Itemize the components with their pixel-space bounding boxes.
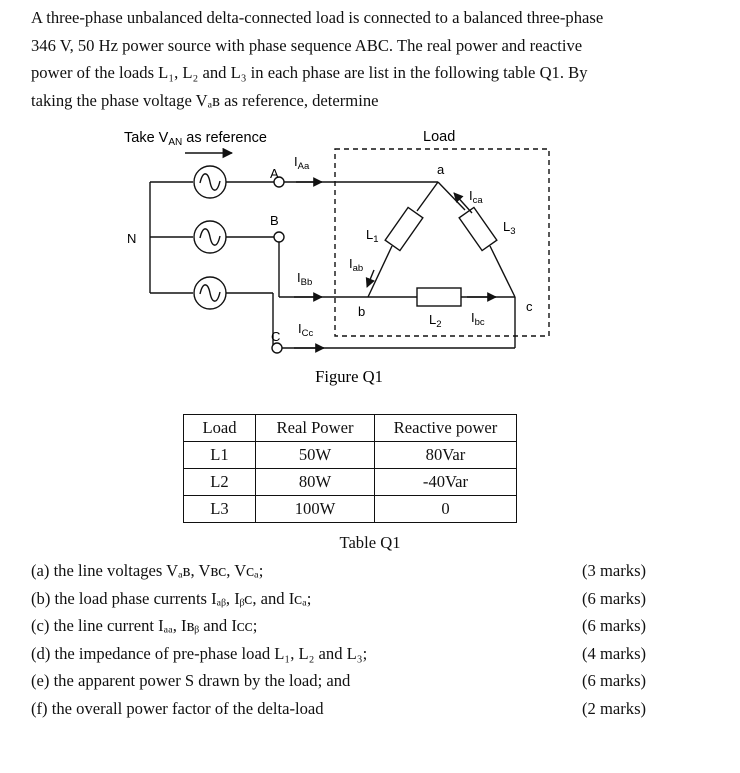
wire-l3-top xyxy=(438,182,465,210)
cell-real-power: 80W xyxy=(256,469,375,496)
marks-e: (6 marks) xyxy=(582,671,647,690)
header-load: Load xyxy=(184,415,256,442)
header-reactive-power: Reactive power xyxy=(375,415,517,442)
load-power-table xyxy=(183,414,517,523)
wire-l1-bottom xyxy=(368,246,392,297)
terminal-c xyxy=(272,343,282,353)
load-l2-resistor xyxy=(417,288,461,306)
problem-statement xyxy=(31,4,681,114)
ac-source-b xyxy=(194,221,226,253)
load-l1-resistor xyxy=(385,207,423,250)
terminal-b xyxy=(274,232,284,242)
question-c: (c) the line current Iₐₐ, Iʙᵦ and Iᴄᴄ; xyxy=(31,616,258,635)
terminal-c-label: C xyxy=(271,329,281,344)
marks-a: (3 marks) xyxy=(582,561,647,580)
header-real-power: Real Power xyxy=(256,415,375,442)
cell-real-power: 50W xyxy=(256,442,375,469)
table-row xyxy=(184,469,517,496)
problem-line-3: power of the loads L₁, L₂ and L₃ in each phase are list in the following table Q1. By xyxy=(31,63,588,82)
label-l1: $L_1$ xyxy=(366,227,379,245)
cell-load: L2 xyxy=(184,469,256,496)
cell-real-power: 100W xyxy=(256,496,375,523)
marks-d: (4 marks) xyxy=(582,644,647,663)
load-label: Load xyxy=(423,129,456,145)
cell-load: L1 xyxy=(184,442,256,469)
table-row xyxy=(184,496,517,523)
question-d: (d) the impedance of pre-phase load L₁, L₂ and L₃; xyxy=(31,644,368,663)
label-i-ca: $I_{ca}$ xyxy=(469,188,483,206)
label-i-aa: $I_{Aa}$ xyxy=(294,154,310,172)
wire-l1-top xyxy=(417,182,438,211)
label-i-cc: $I_{Cc}$ xyxy=(298,321,314,339)
question-e: (e) the apparent power S drawn by the load; and xyxy=(31,671,351,690)
cell-reactive-power: 80Var xyxy=(375,442,517,469)
wire-l3-bottom xyxy=(490,246,515,297)
arrow-i-ab xyxy=(367,270,374,287)
problem-line-1: A three-phase unbalanced delta-connected load is connected to a balanced three-phase xyxy=(31,8,604,27)
neutral-bus xyxy=(150,182,193,293)
terminal-a-label: A xyxy=(270,166,279,181)
label-i-bc: $I_{bc}$ xyxy=(471,310,485,328)
node-a-label: a xyxy=(437,162,445,177)
terminal-b-label: B xyxy=(270,213,279,228)
question-a: (a) the line voltages Vₐʙ, Vʙᴄ, Vᴄₐ; xyxy=(31,561,264,580)
label-i-bb: $I_{Bb}$ xyxy=(297,270,313,288)
question-b: (b) the load phase currents Iₐᵦ, Iᵦᴄ, and Iᴄₐ; xyxy=(31,589,312,608)
reference-note: Take $V_{AN}$ as reference xyxy=(124,130,267,148)
circuit-diagram-figure-q1 xyxy=(0,118,740,388)
label-i-ab: $I_{ab}$ xyxy=(349,256,364,274)
figure-caption: Figure Q1 xyxy=(315,367,383,386)
table-row xyxy=(184,442,517,469)
table-header-row xyxy=(184,415,517,442)
cell-reactive-power: -40Var xyxy=(375,469,517,496)
node-b-label: b xyxy=(358,304,366,319)
cell-load: L3 xyxy=(184,496,256,523)
node-c-label: c xyxy=(526,299,533,314)
table-caption: Table Q1 xyxy=(339,533,401,552)
marks-c: (6 marks) xyxy=(582,616,647,635)
ac-source-c xyxy=(194,277,226,309)
question-f: (f) the overall power factor of the delta-load xyxy=(31,699,324,718)
label-l2: $L_2$ xyxy=(429,312,442,330)
problem-line-4: taking the phase voltage Vₐʙ as reference, determine xyxy=(31,90,379,110)
neutral-label: N xyxy=(127,231,137,246)
marks-f: (2 marks) xyxy=(582,699,647,718)
label-l3: $L_3$ xyxy=(503,219,516,237)
load-l3-resistor xyxy=(459,207,497,250)
cell-reactive-power: 0 xyxy=(375,496,517,523)
marks-b: (6 marks) xyxy=(582,589,647,608)
problem-line-2: 346 V, 50 Hz power source with phase sequence ABC. The real power and reactive xyxy=(31,35,583,55)
load-boundary xyxy=(335,149,549,336)
ac-source-a xyxy=(194,166,226,198)
